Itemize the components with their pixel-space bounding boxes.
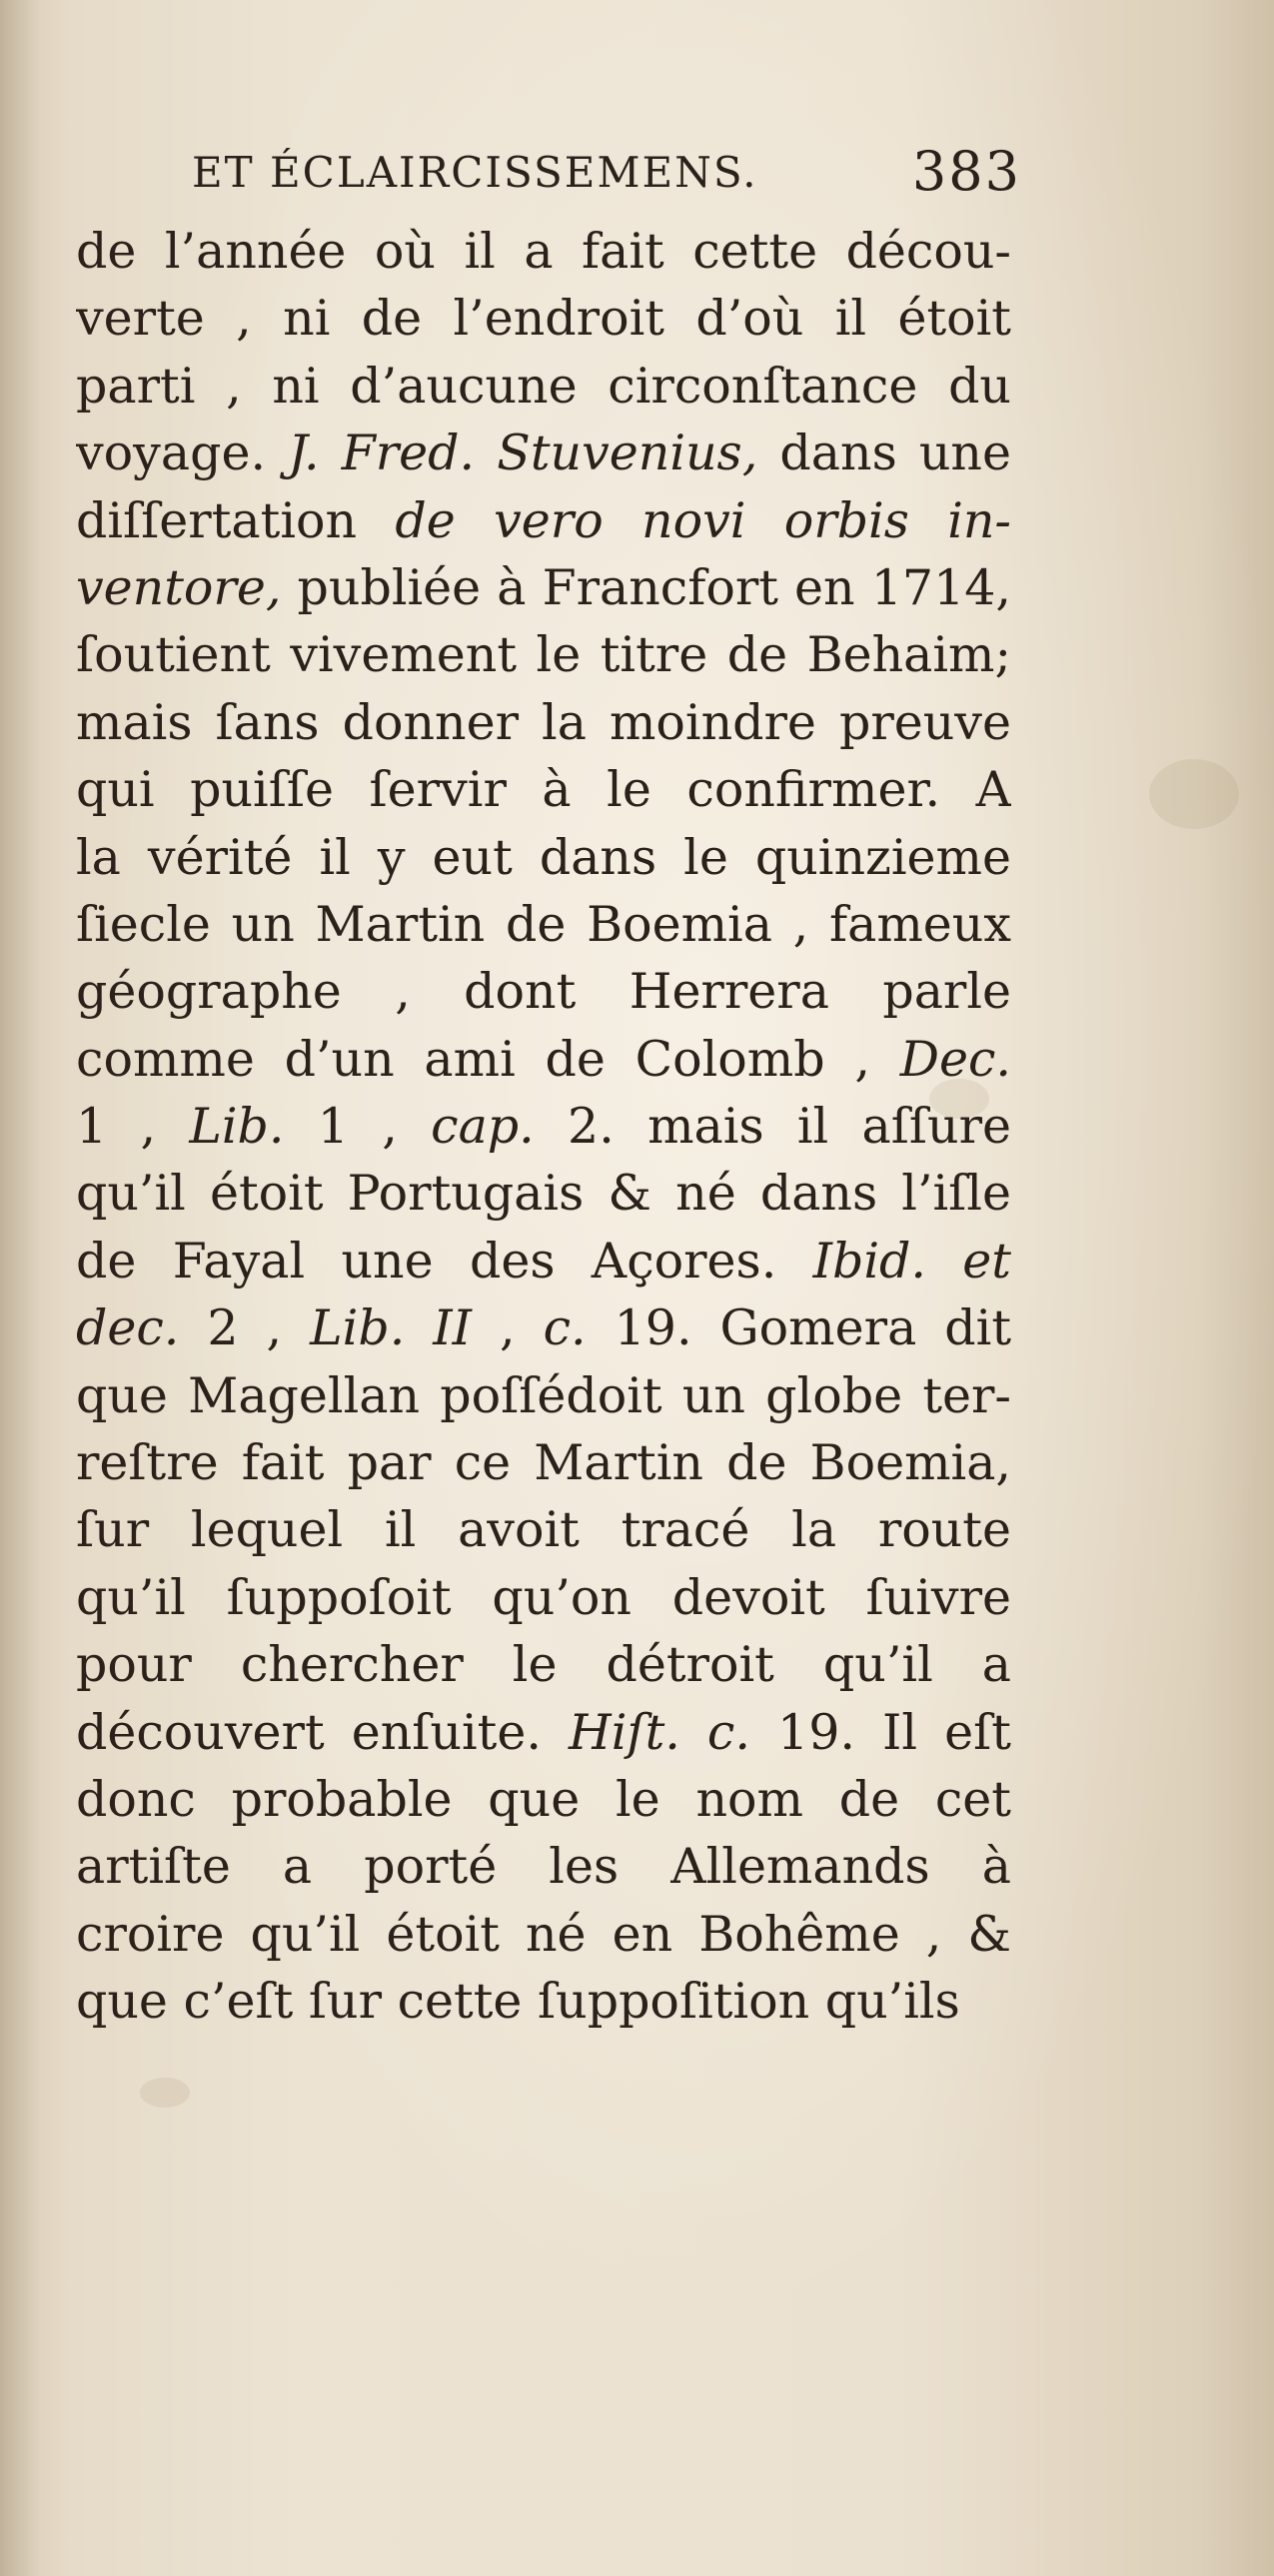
text-line (76, 1093, 1011, 1160)
text-segment: que Magellan poſſédoit un globe ter- (76, 1366, 1011, 1424)
text-segment: 19. Gomera dit (586, 1299, 1011, 1357)
text-segment: , (472, 1299, 544, 1357)
text-line (76, 1833, 1011, 1900)
text-segment: 1 , (284, 1098, 432, 1156)
text-segment: verte , ni de l’endroit d’où il étoit (76, 290, 1011, 348)
text-segment: qui puiſſe ſervir à le confirmer. A (76, 761, 1011, 819)
text-line (76, 218, 1011, 285)
text-segment: croire qu’il étoit né en Bohême , & (76, 1905, 1011, 1963)
text-segment: 2 , (179, 1299, 311, 1357)
italic-segment: Hiſt. c. (569, 1703, 750, 1761)
text-line (76, 285, 1011, 352)
text-line (76, 1631, 1011, 1698)
italic-segment: Lib. II (310, 1299, 473, 1357)
page-number: 383 (911, 140, 1021, 203)
text-segment: de Fayal une des Açores. (76, 1232, 813, 1289)
text-line (76, 1968, 1011, 2035)
text-segment: parti , ni d’aucune circonſtance du (76, 357, 1011, 415)
italic-segment: Lib. (189, 1098, 285, 1156)
text-line (76, 1362, 1011, 1429)
text-line (76, 621, 1011, 688)
text-line (76, 1766, 1011, 1833)
page-header (192, 140, 1021, 210)
text-segment: ſur lequel il avoit tracé la route (76, 1501, 1011, 1559)
italic-segment: J. Fred. Stuvenius, (288, 425, 758, 482)
text-line (76, 958, 1011, 1025)
text-line (76, 1294, 1011, 1361)
text-line (76, 1901, 1011, 1968)
text-segment: ſoutient vivement le titre de Behaim; (76, 626, 1011, 684)
text-line (76, 420, 1011, 486)
text-segment: reſtre fait par ce Martin de Boemia, (76, 1434, 1011, 1492)
paper-stain (1149, 759, 1239, 829)
text-segment: qu’il ſuppoſoit qu’on devoit ſuivre (76, 1568, 1011, 1626)
text-segment: donc probable que le nom de cet (76, 1770, 1011, 1828)
text-line (76, 1026, 1011, 1093)
text-segment: dans une (757, 425, 1011, 482)
text-line (76, 824, 1011, 891)
text-segment: géographe , dont Herrera parle (76, 963, 1011, 1021)
italic-segment: dec. (76, 1299, 180, 1357)
text-segment: 19. Il eſt (749, 1703, 1011, 1761)
text-segment: 2. mais il aſſure (534, 1098, 1011, 1156)
text-line (76, 1228, 1011, 1294)
text-line (76, 554, 1011, 621)
text-line (76, 487, 1011, 554)
text-line (76, 891, 1011, 958)
text-segment: qu’il étoit Portugais & né dans l’iſle (76, 1165, 1011, 1223)
italic-segment: ventore, (76, 558, 282, 616)
text-line (76, 353, 1011, 420)
running-title: ET ÉCLAIRCISSEMENS. (192, 148, 758, 197)
text-segment: 1 , (76, 1098, 190, 1156)
text-segment: que c’eſt ſur cette ſuppoſition qu’ils (76, 1973, 960, 2031)
text-segment: diſſertation (76, 491, 396, 549)
paper-stain (140, 2078, 190, 2108)
text-line (76, 1564, 1011, 1631)
italic-segment: cap. (431, 1098, 535, 1156)
text-segment: publiée à Francfort en 1714, (281, 558, 1011, 616)
text-segment: mais ſans donner la moindre preuve (76, 693, 1011, 751)
text-line (76, 689, 1011, 756)
text-segment: la vérité il y eut dans le quinzieme (76, 828, 1011, 886)
text-line (76, 1160, 1011, 1227)
text-segment: voyage. (76, 425, 289, 482)
text-segment: découvert enſuite. (76, 1703, 570, 1761)
text-segment: artiſte a porté les Allemands à (76, 1838, 1011, 1896)
text-segment: pour chercher le détroit qu’il a (76, 1636, 1011, 1694)
text-line (76, 1496, 1011, 1563)
text-line (76, 1429, 1011, 1496)
text-segment: comme d’un ami de Colomb , (76, 1030, 900, 1088)
text-line (76, 1699, 1011, 1766)
text-segment: de l’année où il a fait cette décou- (76, 223, 1011, 280)
italic-segment: c. (543, 1299, 587, 1357)
body-text (76, 218, 1011, 2036)
text-line (76, 756, 1011, 823)
text-segment: ſiecle un Martin de Boemia , fameux (76, 895, 1011, 953)
italic-segment: Dec. (899, 1030, 1011, 1088)
italic-segment: de vero novi orbis in- (395, 491, 1011, 549)
italic-segment: Ibid. et (812, 1232, 1011, 1289)
